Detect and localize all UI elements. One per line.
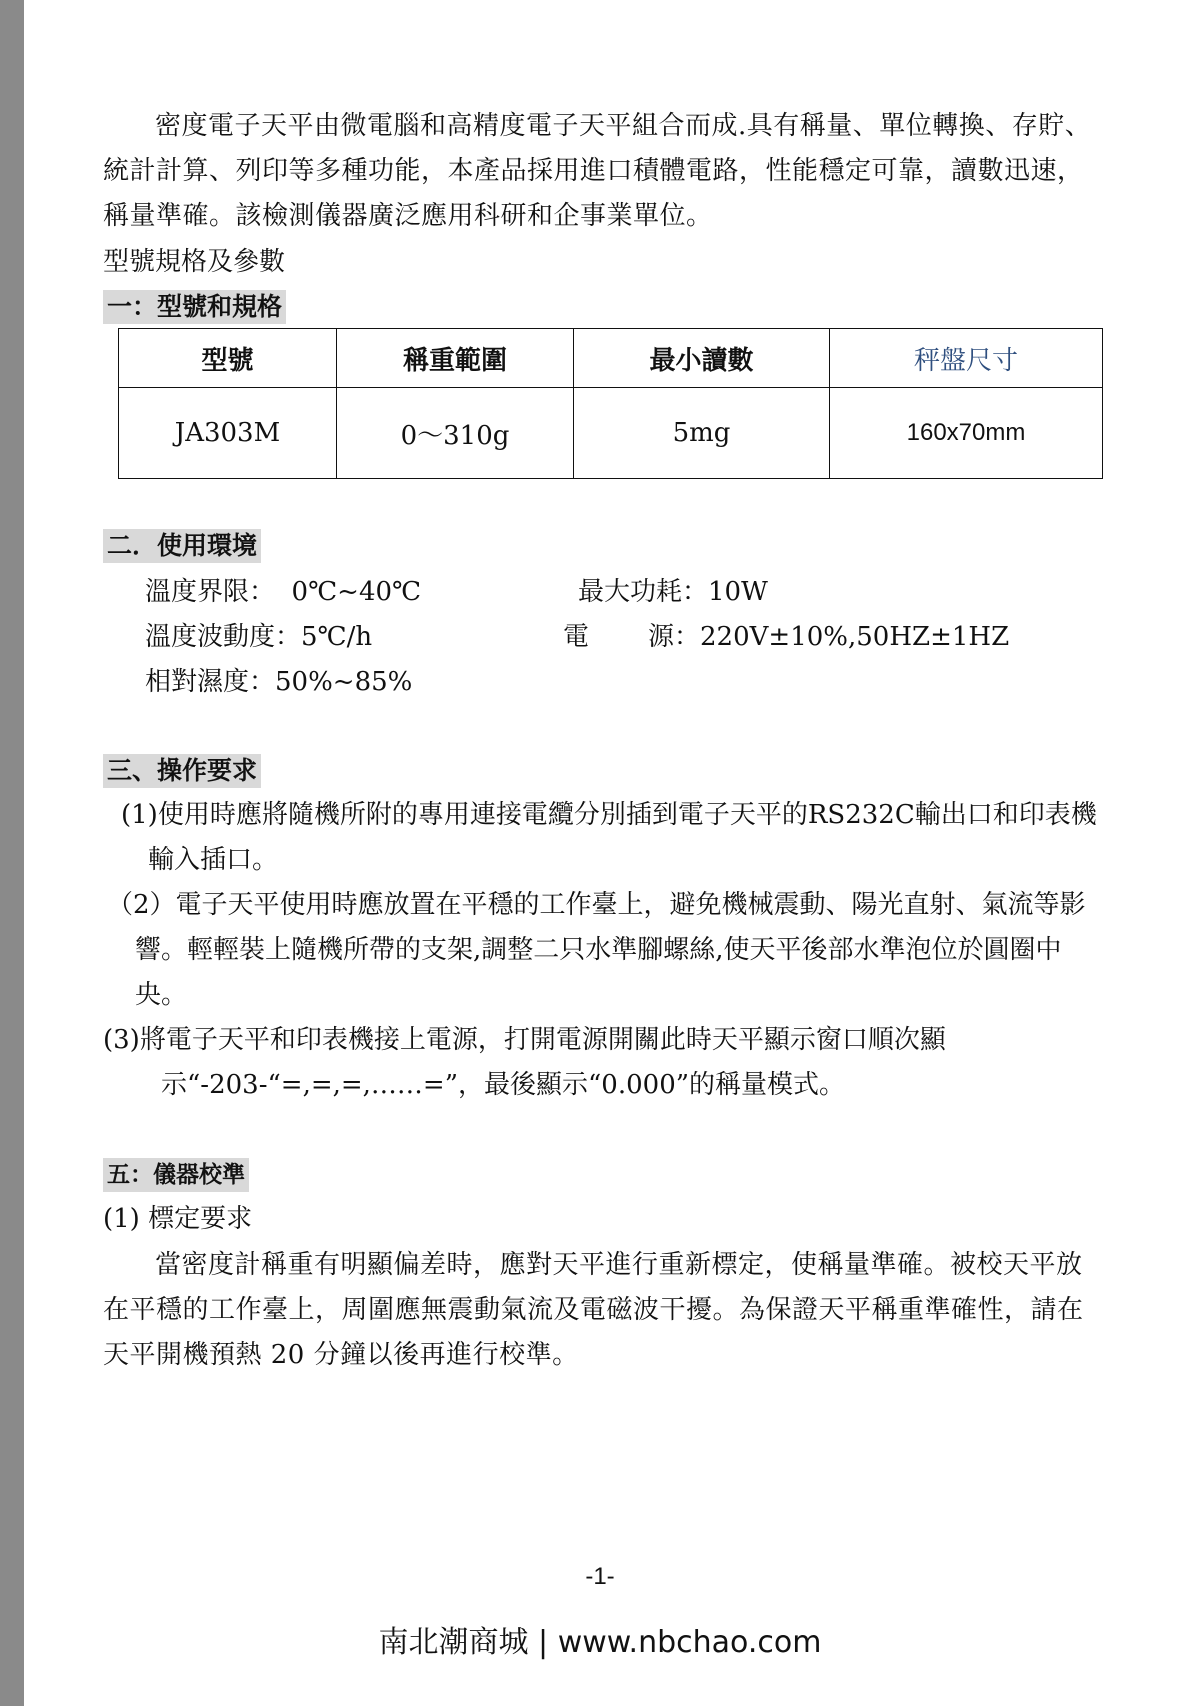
temp-range: 溫度界限： 0℃~40℃ — [145, 577, 422, 607]
footer-text: 南北潮商城 | www.nbchao.com — [378, 1625, 822, 1660]
table-header-row — [119, 329, 1103, 388]
power-value: 源：220V±10%,50HZ±1HZ — [648, 622, 1010, 652]
temp-fluctuation: 溫度波動度：5℃/h — [145, 622, 373, 652]
page-number: -1- — [585, 1563, 615, 1590]
cell-min-reading: 5mg — [574, 388, 830, 479]
cell-pan-size: 160x70mm — [830, 388, 1103, 479]
intro-paragraph: 密度電子天平由微電腦和高精度電子天平組合而成.具有稱量、單位轉換、存貯、統計計算、列印等多種功能，本產品採用進口積體電路，性能穩定可靠，讀數迅速，稱量準確。該檢測儀器廣泛應用科研和企事業單位。 — [103, 111, 1092, 231]
list-item: (1)使用時應將隨機所附的專用連接電纜分別插到電子天平的RS232C輸出口和印表機輸入插口。 — [121, 800, 1097, 875]
spec-subtitle: 型號規格及參數 — [103, 247, 286, 277]
humidity: 相對濕度：50%~85% — [145, 667, 413, 697]
section2-heading: 二．使用環境 — [103, 529, 261, 563]
table-row — [119, 388, 1103, 479]
header-range: 稱重範圍 — [337, 329, 574, 388]
list-item: （2）電子天平使用時應放置在平穩的工作臺上，避免機械震動、陽光直射、氣流等影響。輕輕裝上隨機所帶的支架,調整二只水準腳螺絲,使天平後部水準泡位於圓圈中央。 — [107, 890, 1086, 1010]
section1-heading: 一：型號和規格 — [103, 290, 286, 324]
cell-range: 0～310g — [337, 388, 574, 479]
spec-table — [118, 328, 1103, 479]
section5-sub: (1) 標定要求 — [103, 1204, 253, 1234]
section3-heading: 三、操作要求 — [103, 754, 261, 788]
header-min-reading: 最小讀數 — [574, 329, 830, 388]
section5-paragraph: 當密度計稱重有明顯偏差時，應對天平進行重新標定，使稱量準確。被校天平放在平穩的工作臺上，周圍應無震動氣流及電磁波干擾。為保證天平稱重準確性，請在天平開機預熱 20 分鐘以後再進行校準。 — [103, 1250, 1084, 1370]
section5-heading: 五：儀器校準 — [103, 1158, 249, 1192]
cell-model: JA303M — [119, 388, 337, 479]
list-item: (3)將電子天平和印表機接上電源，打開電源開關此時天平顯示窗口順次顯示“-203-“=,=,=,……=”，最後顯示“0.000”的稱量模式。 — [103, 1025, 946, 1100]
header-pan-size: 秤盤尺寸 — [830, 329, 1103, 388]
max-power: 最大功耗：10W — [578, 577, 768, 607]
power-label: 電 — [563, 622, 590, 652]
header-model: 型號 — [119, 329, 337, 388]
